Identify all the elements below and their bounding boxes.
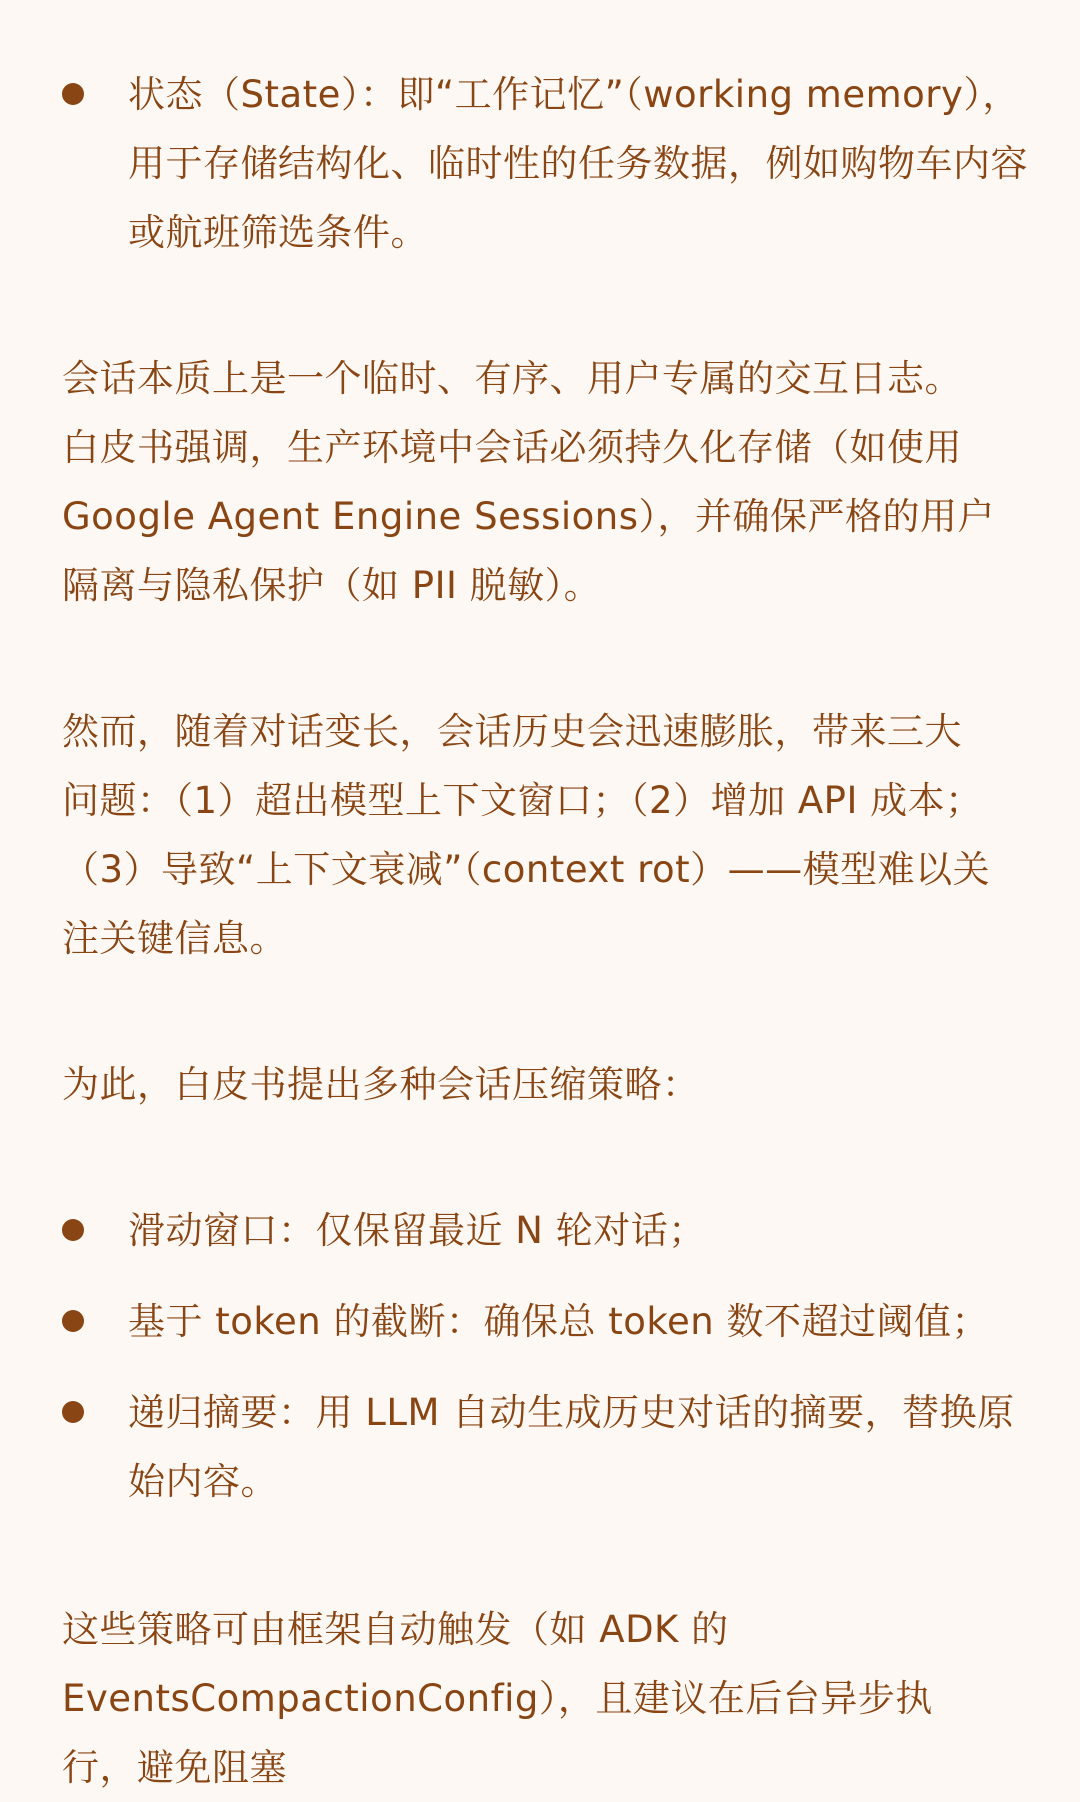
list-item	[62, 60, 1037, 267]
list-item	[62, 1378, 1037, 1516]
strategies-intro-paragraph: 为此，白皮书提出多种会话压缩策略：	[62, 1063, 700, 1106]
problems-paragraph: 然而，随着对话变长，会话历史会迅速膨胀，带来三大问题：（1）超出模型上下文窗口；（2）增加 API 成本；（3）导致“上下文衰减”（context rot）——模型难以关注关键信息。	[62, 710, 991, 960]
strategies-list	[62, 1196, 1037, 1516]
strategy-text: 基于 token 的截断：确保总 token 数不超过阈值；	[128, 1300, 989, 1343]
tail-paragraph: 这些策略可由框架自动触发（如 ADK 的 EventsCompactionConfig），且建议在后台异步执行，避免阻塞	[62, 1608, 933, 1789]
state-bullet-list	[62, 60, 1037, 267]
session-paragraph: 会话本质上是一个临时、有序、用户专属的交互日志。白皮书强调，生产环境中会话必须持久化存储（如使用 Google Agent Engine Sessions），并确保严格的用户隔离与隐私保护（如 PII 脱敏）。	[62, 357, 996, 607]
bullet-dot-icon	[62, 1219, 84, 1241]
state-bullet-text: 状态（State）：即“工作记忆”（working memory），用于存储结构化、临时性的任务数据，例如购物车内容或航班筛选条件。	[128, 73, 1028, 254]
strategy-text: 滑动窗口：仅保留最近 N 轮对话；	[128, 1209, 706, 1252]
list-item	[62, 1287, 1037, 1356]
strategy-text: 递归摘要：用 LLM 自动生成历史对话的摘要，替换原始内容。	[128, 1391, 1015, 1503]
bullet-dot-icon	[62, 1401, 84, 1423]
bullet-dot-icon	[62, 83, 84, 105]
list-item	[62, 1196, 1037, 1265]
bullet-dot-icon	[62, 1310, 84, 1332]
